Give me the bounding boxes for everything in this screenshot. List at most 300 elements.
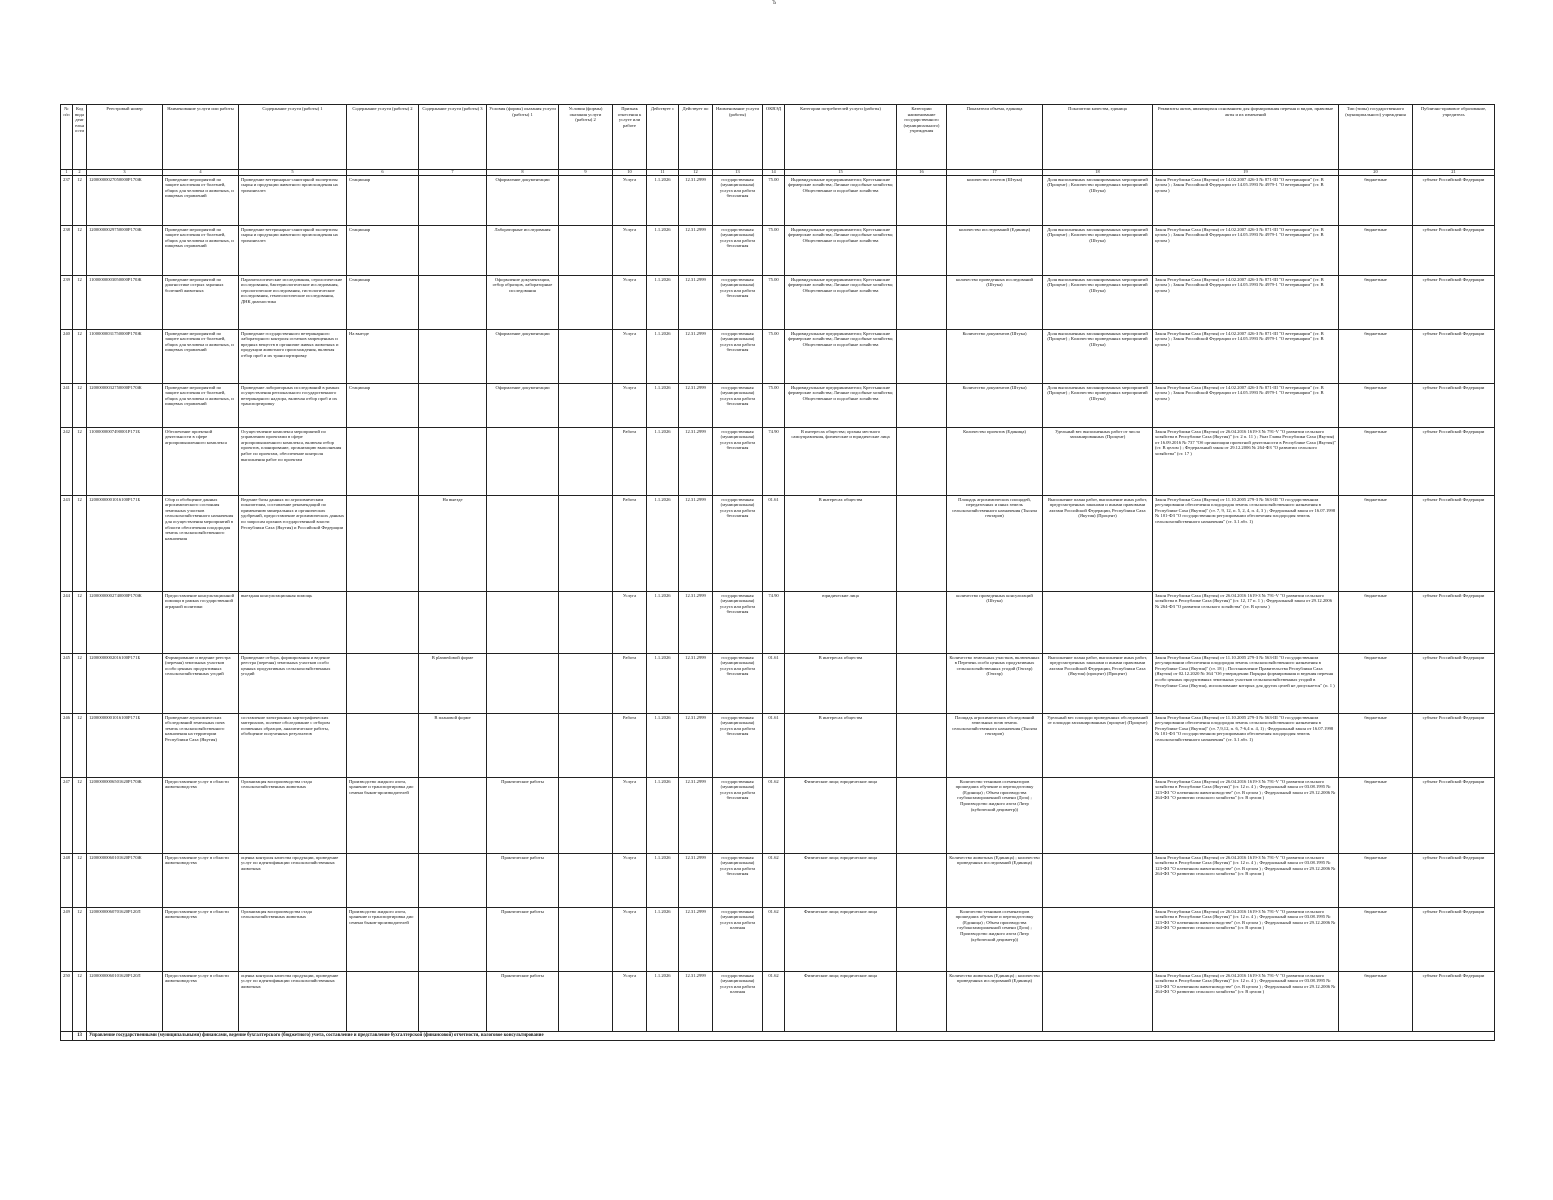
cell-inst: бюджетные	[1339, 329, 1413, 383]
column-header: Реестровый номер	[87, 105, 163, 170]
cell-from: 1.1.2026	[647, 713, 679, 777]
cell-code: 12	[73, 329, 87, 383]
cell-type: Услуга	[613, 907, 647, 971]
cell-f1: Оформление документации, отбор образцов, лабораторные исследования	[487, 275, 559, 329]
cell-owner: субъект Российской Федерации	[1413, 427, 1495, 495]
cell-from: 1.1.2026	[647, 853, 679, 907]
cell-vol: Площадь агрохимических площадей, передаточных и иных земель сельскохозяйственного назначения (Тысяча гектаров)	[947, 495, 1043, 591]
cell-inst: бюджетные	[1339, 591, 1413, 653]
cell-okved: 74.90	[763, 591, 785, 653]
cell-c1: Проведение ветеринарно-санитарной экспертизы сырья и продукции животного происхождения на трихинеллез	[239, 225, 347, 275]
cell-cat	[897, 971, 947, 1031]
cell-c1: выездная консультационная помощь	[239, 591, 347, 653]
cell-c3	[419, 383, 487, 427]
column-number: 16	[897, 170, 947, 176]
cell-reg: 12000000001016100P171Б	[87, 495, 163, 591]
cell-acts: Закон Республики Саха (Якутия) от 26.04.2016 1619-З № 791-V "О развитии сельского хозяйства в Республике Саха (Якутия)" (ст. 12 п. 4 ) ; Федеральный закон от 03.08.1995 № 123-ФЗ "О племенном животноводстве" (ст. В целом ) ; Федеральный закон от 29.12.2006 № 264-ФЗ "О развитии сельского хозяйства" (ст. В целом )	[1153, 907, 1339, 971]
cell-owner: субъект Российской Федерации	[1413, 971, 1495, 1031]
table-row	[61, 713, 1495, 777]
cell-vol: Количество земельных участков, включенных в Перечень особо ценных продуктивных сельскохозяйственных угодий (Гектар) (Гектар)	[947, 653, 1043, 713]
cell-qual	[1043, 591, 1153, 653]
column-header: Действует по	[679, 105, 713, 170]
cell-cat	[897, 495, 947, 591]
cell-vol: Количество проектов (Единица)	[947, 427, 1043, 495]
cell-reg: 12000000060101620P170Ж	[87, 853, 163, 907]
cell-n: 247	[61, 777, 73, 853]
cell-f1: Практические работы	[487, 907, 559, 971]
cell-owner: субъект Российской Федерации	[1413, 329, 1495, 383]
cell-f2	[559, 853, 613, 907]
cell-f1	[487, 591, 559, 653]
cell-c2	[347, 495, 419, 591]
cell-inst: бюджетные	[1339, 225, 1413, 275]
cell-f2	[559, 495, 613, 591]
cell-c1: Проведение отбора, формирования и ведение реестра (перечня) земельных участков особо ценных продуктивных сельскохозяйственных угодий	[239, 653, 347, 713]
cell-from: 1.1.2026	[647, 777, 679, 853]
cell-acts: Закон Республики Саха (Якутия) от 26.04.2016 1619-З № 791-V "О развитии сельского хозяйства в Республике Саха (Якутия)" (ст. 12, 17 п. 1 ) ; Федеральный закон от 29.12.2006 № 264-ФЗ "О развитии сельского хозяйства" (ст. В целом )	[1153, 591, 1339, 653]
cell-acts: Закон Республики Саха (Якутия) от 14.02.2007 426-З № 871-III "О ветеринарии" (ст. В целом ) ; Закон Российской Федерации от 14.05.1993 № 4979-1 "О ветеринарии" (ст. В целом )	[1153, 275, 1339, 329]
cell-f1	[487, 713, 559, 777]
cell-n: 250	[61, 971, 73, 1031]
cell-c3	[419, 777, 487, 853]
column-number: 4	[163, 170, 239, 176]
table-row	[61, 971, 1495, 1031]
cell-owner: субъект Российской Федерации	[1413, 225, 1495, 275]
cell-type: Услуга	[613, 971, 647, 1031]
cell-type: Работа	[613, 713, 647, 777]
cell-kind: государственная (муниципальная) услуга или работа бесплатная	[713, 653, 763, 713]
cell-code: 12	[73, 907, 87, 971]
cell-c1: Проведение ветеринарно-санитарной экспертизы сырья и продукции животного происхождения на трихинеллез	[239, 175, 347, 225]
cell-type: Работа	[613, 495, 647, 591]
cell-c3	[419, 175, 487, 225]
cell-owner: субъект Российской Федерации	[1413, 853, 1495, 907]
cell-cat	[897, 175, 947, 225]
cell-to: 12.31.2999	[679, 713, 713, 777]
column-number: 2	[73, 170, 87, 176]
cell-vol: Количество техников осеменаторов прошедших обучение и переподготовку (Единица) ; Объем производства глубокозамороженной семени (Доза) ; Производство жидкого азота (Литр (кубический дециметр))	[947, 777, 1043, 853]
cell-owner: субъект Российской Федерации	[1413, 713, 1495, 777]
cell-f2	[559, 591, 613, 653]
cell-f2	[559, 777, 613, 853]
cell-from: 1.1.2026	[647, 653, 679, 713]
cell-c3	[419, 275, 487, 329]
cell-acts: Закон Республики Саха (Якутия) от 26.04.2016 1619-З № 791-V "О развитии сельского хозяйства в Республике Саха (Якутия)" (ст. 12 п. 4 ) ; Федеральный закон от 03.08.1995 № 123-ФЗ "О племенном животноводстве" (ст. В целом ) ; Федеральный закон от 29.12.2006 № 264-ФЗ "О развитии сельского хозяйства" (ст. В целом )	[1153, 853, 1339, 907]
column-header: Код вида деятельности	[73, 105, 87, 170]
cell-qual: Доля выполненных запланированных мероприятий (Процент) ; Количество проведенных мероприятий (Штука)	[1043, 175, 1153, 225]
cell-name: Проведение мероприятий по защите населения от болезней, общих для человека и животных, и пищевых отравлений	[163, 383, 239, 427]
cell-qual: Доля выполненных запланированных мероприятий (Процент) ; Количество проведенных мероприятий (Штука)	[1043, 225, 1153, 275]
table-row	[61, 383, 1495, 427]
cell-type: Услуга	[613, 275, 647, 329]
cell-qual	[1043, 971, 1153, 1031]
section-row	[61, 1031, 1495, 1040]
cell-f1	[487, 495, 559, 591]
cell-acts: Закон Республики Саха (Якутия) от 11.10.2005 279-З № 563-III "О государственном регулировании обеспечения плодородия земель сельскохозяйственного назначения в Республике Саха (Якутия)" (ст. 18 ) ; Постановление Правительства Республики Саха (Якутия) от 02.12.2020 № 364 "Об утверждении Порядка формирования и ведения перечня особо ценных продуктивных земельных участков сельскохозяйственных угодий в Республике Саха (Якутия), использование которых для других целей не допускается" (п. 1 )	[1153, 653, 1339, 713]
column-number: 5	[239, 170, 347, 176]
column-header: ОКВЭД	[763, 105, 785, 170]
cell-okved: 01.62	[763, 971, 785, 1031]
cell-okved: 75.00	[763, 329, 785, 383]
cell-kind: государственная (муниципальная) услуга или работа бесплатная	[713, 383, 763, 427]
cell-f2	[559, 713, 613, 777]
cell-name: Проведение мероприятий по защите населения от болезней, общих для человека и животных, и пищевых отравлений	[163, 329, 239, 383]
column-header: Категории наименование государственного (муниципального) учреждения	[897, 105, 947, 170]
cell-owner: субъект Российской Федерации	[1413, 653, 1495, 713]
column-header: Наименование услуги или работы	[163, 105, 239, 170]
cell-vol: количество исследований (Единица)	[947, 225, 1043, 275]
column-number: 13	[713, 170, 763, 176]
cell-to: 12.31.2999	[679, 591, 713, 653]
cell-from: 1.1.2026	[647, 175, 679, 225]
cell-owner: субъект Российской Федерации	[1413, 907, 1495, 971]
cell-to: 12.31.2999	[679, 329, 713, 383]
cell-c1: Организация воспроизводства стада сельскохозяйственных животных	[239, 907, 347, 971]
cell-kind: государственная (муниципальная) услуга или работа бесплатная	[713, 495, 763, 591]
cell-n: 245	[61, 653, 73, 713]
cell-reg: 11000000007490001P171Б	[87, 427, 163, 495]
cell-cat	[897, 225, 947, 275]
cell-cat	[897, 907, 947, 971]
cell-kind: государственная (муниципальная) услуга или работа бесплатная	[713, 225, 763, 275]
column-number: 7	[419, 170, 487, 176]
cell-name: Проведение мероприятий по защите населения от болезней, общих для человека и животных, и пищевых отравлений	[163, 225, 239, 275]
cell-f2	[559, 275, 613, 329]
column-header: Наименование услуги (работы)	[713, 105, 763, 170]
cell-f1	[487, 653, 559, 713]
cell-from: 1.1.2026	[647, 971, 679, 1031]
cell-okved: 01.61	[763, 713, 785, 777]
cell-kind: государственная (муниципальная) услуга или работа бесплатная	[713, 175, 763, 225]
cell-c1: Ведение базы данных по агрохимическим показателям, составление рекомендаций по применению минеральных и органических удобрений, предоставление агрохимических данных по запросам органов государственной власти Республики Саха (Якутия) и Российской Федерации	[239, 495, 347, 591]
cell-qual	[1043, 907, 1153, 971]
cell-name: Проведение мероприятий по защите населения от болезней, общих для человека и животных, и пищевых отравлений	[163, 175, 239, 225]
column-header: Содержание услуги (работы) 1	[239, 105, 347, 170]
cell-c3	[419, 427, 487, 495]
cell-to: 12.31.2999	[679, 427, 713, 495]
column-number: 19	[1153, 170, 1339, 176]
cell-kind: государственная (муниципальная) услуга или работа бесплатная	[713, 713, 763, 777]
cell-cons: В интересах общества	[785, 495, 897, 591]
cell-cat	[897, 591, 947, 653]
cell-qual: Доля выполненных запланированных мероприятий (Процент) ; Количество проведенных мероприятий (Штука)	[1043, 275, 1153, 329]
cell-name: Предоставление услуг в области животноводства	[163, 907, 239, 971]
cell-reg: 12000000027050000P170Ж	[87, 175, 163, 225]
column-header: Содержание услуги (работы) 3	[419, 105, 487, 170]
cell-okved: 01.61	[763, 653, 785, 713]
cell-kind: государственная (муниципальная) услуга или работа бесплатная	[713, 329, 763, 383]
cell-owner: субъект Российской Федерации	[1413, 777, 1495, 853]
column-header: Категории потребителей услуги (работы)	[785, 105, 897, 170]
cell-kind: государственная (муниципальная) услуга или работа бесплатная	[713, 853, 763, 907]
cell-f2	[559, 653, 613, 713]
cell-type: Работа	[613, 427, 647, 495]
cell-c1: оценка контроля качества продукции, проведение услуг по идентификации сельскохозяйственных животных	[239, 971, 347, 1031]
cell-inst: бюджетные	[1339, 853, 1413, 907]
cell-c3	[419, 853, 487, 907]
table-header	[61, 105, 1495, 176]
cell-n: 246	[61, 713, 73, 777]
cell-f1: Оформление документации	[487, 383, 559, 427]
cell-from: 1.1.2026	[647, 495, 679, 591]
cell-cat	[897, 383, 947, 427]
cell-cat	[897, 713, 947, 777]
cell-cons: Физические лица; юридические лица	[785, 853, 897, 907]
cell-c3: В plannedовой форме	[419, 653, 487, 713]
cell-cons: Индивидуальные предприниматели; Крестьянские фермерские хозяйства; Личные подсобные хозяйства; Общественные и подсобные хозяйства	[785, 383, 897, 427]
column-header: Публично-правовое образование, учредитель	[1413, 105, 1495, 170]
cell-code: 12	[73, 427, 87, 495]
cell-inst: бюджетные	[1339, 495, 1413, 591]
cell-f1: Практические работы	[487, 971, 559, 1031]
cell-okved: 75.00	[763, 175, 785, 225]
cell-c2: Стационар	[347, 175, 419, 225]
cell-c3	[419, 971, 487, 1031]
cell-n: 240	[61, 329, 73, 383]
cell-type: Услуга	[613, 329, 647, 383]
cell-to: 12.31.2999	[679, 777, 713, 853]
cell-type: Услуга	[613, 853, 647, 907]
cell-okved: 75.00	[763, 383, 785, 427]
table-row	[61, 907, 1495, 971]
cell-type: Услуга	[613, 225, 647, 275]
cell-code: 12	[73, 275, 87, 329]
cell-owner: субъект Российской Федерации	[1413, 383, 1495, 427]
cell-name: Предоставление услуг в области животноводства	[163, 777, 239, 853]
header-row	[61, 105, 1495, 170]
cell-name: Проведение мероприятий по диагностике острых заразных болезней животных	[163, 275, 239, 329]
cell-cat	[897, 275, 947, 329]
cell-inst: бюджетные	[1339, 275, 1413, 329]
cell-to: 12.31.2999	[679, 275, 713, 329]
cell-qual: Выполнение плана работ, выполнение иных работ, предусмотренных законами и иными правовыми актами Российской Федерации, Республики Саха (Якутия) (процент) (Процент)	[1043, 653, 1153, 713]
cell-n: 237	[61, 175, 73, 225]
cell-cons: В интересах общества	[785, 653, 897, 713]
cell-code: 12	[73, 225, 87, 275]
cell-from: 1.1.2026	[647, 591, 679, 653]
cell-f1: Практические работы	[487, 853, 559, 907]
cell-to: 12.31.2999	[679, 907, 713, 971]
section-code: 13	[73, 1031, 87, 1040]
table-row	[61, 495, 1495, 591]
cell-type: Услуга	[613, 383, 647, 427]
cell-c3	[419, 907, 487, 971]
cell-c2	[347, 427, 419, 495]
cell-okved: 01.62	[763, 853, 785, 907]
cell-code: 12	[73, 777, 87, 853]
cell-cons: Физические лица; юридические лица	[785, 907, 897, 971]
cell-n: 244	[61, 591, 73, 653]
cell-type: Услуга	[613, 175, 647, 225]
cell-cons: Физические лица; юридические лица	[785, 971, 897, 1031]
cell-cons: Индивидуальные предприниматели; Крестьянские фермерские хозяйства; Личные подсобные хозяйства; Общественные и подсобные хозяйства	[785, 175, 897, 225]
column-number: 15	[785, 170, 897, 176]
cell-cat	[897, 777, 947, 853]
cell-c2	[347, 713, 419, 777]
cell-f1: Оформление документации	[487, 175, 559, 225]
cell-vol: количество отчетов (Штука)	[947, 175, 1043, 225]
cell-n: 242	[61, 427, 73, 495]
table-row	[61, 275, 1495, 329]
cell-kind: государственная (муниципальная) услуга или работа платная	[713, 907, 763, 971]
cell-vol: Количество документов (Штука)	[947, 329, 1043, 383]
cell-kind: государственная (муниципальная) услуга или работа бесплатная	[713, 427, 763, 495]
cell-owner: субъект Российской Федерации	[1413, 175, 1495, 225]
cell-name: Проведение агрохимических обследований земельных почв земель сельскохозяйственного назначения на территории Республики Саха (Якутия)	[163, 713, 239, 777]
cell-cons: Физические лица; юридические лица	[785, 777, 897, 853]
column-header: Реквизиты актов, являющихся основанием для формирования перечня и видов, правовые акты и их изменений	[1153, 105, 1339, 170]
cell-from: 1.1.2026	[647, 427, 679, 495]
cell-vol: Количество животных (Единица) ; количество проведенных исследований (Единица)	[947, 971, 1043, 1031]
cell-f2	[559, 225, 613, 275]
cell-f1: Лабораторные исследования	[487, 225, 559, 275]
cell-c1: составление электронных картографических материалов, полевое обследование с отбором почвенных образцов, аналитические работы, обобщение полученных результатов	[239, 713, 347, 777]
cell-vol: количество проведенных исследований (Штука)	[947, 275, 1043, 329]
cell-code: 12	[73, 713, 87, 777]
cell-qual: Выполнение плана работ, выполнение иных работ, предусмотренных законами и иными правовыми актами Российской Федерации, Республики Саха (Якутия) (Процент)	[1043, 495, 1153, 591]
page-marker: Ъ	[772, 0, 777, 6]
cell-inst: бюджетные	[1339, 777, 1413, 853]
cell-f2	[559, 383, 613, 427]
column-number: 8	[487, 170, 559, 176]
column-header: Тип (типы) государственного (муниципального) учреждения	[1339, 105, 1413, 170]
cell-acts: Закон Республики Саха (Якутия) от 11.10.2005 279-З № 563-III "О государственном регулировании обеспечения плодородия земель сельскохозяйственного назначения в Республике Саха (Якутия)" (ст. 7, 9, 12, п. 5, 2, 4, п. 4, 3 ) ; Федеральный закон от 16.07.1998 № 101-ФЗ "О государственном регулировании обеспечения плодородия земель сельскохозяйственного назначения" (ст. 3.1 абз. 1)	[1153, 495, 1339, 591]
cell-n: 241	[61, 383, 73, 427]
table-body	[61, 175, 1495, 1040]
cell-name: Предоставление услуг в области животноводства	[163, 853, 239, 907]
cell-inst: бюджетные	[1339, 971, 1413, 1031]
cell-reg: 12000000001016100P171Б	[87, 713, 163, 777]
cell-n: 249	[61, 907, 73, 971]
cell-from: 1.1.2026	[647, 329, 679, 383]
cell-reg: 12000000060101620P120Л	[87, 971, 163, 1031]
cell-c2: На выезде	[347, 329, 419, 383]
cell-n: 239	[61, 275, 73, 329]
cell-from: 1.1.2026	[647, 275, 679, 329]
column-number: 1	[61, 170, 73, 176]
cell-acts: Закон Республики Саха (Якутия) от 11.10.2005 279-З № 563-III "О государственном регулировании обеспечения плодородия земель сельскохозяйственного назначения в Республике Саха (Якутия)" (ст. 7,9,12, п. 6, 7-6,4 п. 4, 1) ; Федеральный закон от 16.07.1998 № 101-ФЗ "О государственном регулировании обеспечения плодородия земель сельскохозяйственного назначения" (ст. 3.1 абз. 1)	[1153, 713, 1339, 777]
cell-inst: бюджетные	[1339, 427, 1413, 495]
cell-reg: 11000000031750000P170Ж	[87, 329, 163, 383]
column-header: Признак отнесения к услуге или работе	[613, 105, 647, 170]
cell-inst: бюджетные	[1339, 907, 1413, 971]
table-row	[61, 175, 1495, 225]
table-row	[61, 653, 1495, 713]
cell-c3	[419, 225, 487, 275]
cell-f2	[559, 175, 613, 225]
cell-reg: 12000000002740000P170Ж	[87, 591, 163, 653]
cell-c1: Организация воспроизводства стада сельскохозяйственных животных	[239, 777, 347, 853]
cell-inst: бюджетные	[1339, 713, 1413, 777]
cell-vol: количество проведенных консультаций (Штука)	[947, 591, 1043, 653]
registry-table	[60, 104, 1495, 1041]
cell-n: 248	[61, 853, 73, 907]
cell-reg: 12000000060701620P120Л	[87, 907, 163, 971]
cell-acts: Закон Республики Саха (Якутия) от 14.02.2007 426-З № 871-III "О ветеринарии" (ст. В целом ) ; Закон Российской Федерации от 14.05.1993 № 4979-1 "О ветеринарии" (ст. В целом )	[1153, 175, 1339, 225]
cell-code: 12	[73, 971, 87, 1031]
cell-to: 12.31.2999	[679, 495, 713, 591]
cell-c1: оценка контроля качества продукции, проведение услуг по идентификации сельскохозяйственных животных	[239, 853, 347, 907]
cell-name: Предоставление услуг в области животноводства	[163, 971, 239, 1031]
cell-acts: Закон Республики Саха (Якутия) от 14.02.2007 426-З № 871-III "О ветеринарии" (ст. В целом ) ; Закон Российской Федерации от 14.05.1993 № 4979-1 "О ветеринарии" (ст. В целом )	[1153, 225, 1339, 275]
column-header: Действует с	[647, 105, 679, 170]
cell-type: Услуга	[613, 777, 647, 853]
cell-f2	[559, 971, 613, 1031]
cell-name: Обеспечение проектной деятельности в сфере агропромышленного комплекса	[163, 427, 239, 495]
cell-f1	[487, 427, 559, 495]
cell-name: Формирование и ведение реестра (перечня) земельных участков особо ценных продуктивных сельскохозяйственных угодий	[163, 653, 239, 713]
cell-f1: Практические работы	[487, 777, 559, 853]
column-number: 17	[947, 170, 1043, 176]
table-row	[61, 329, 1495, 383]
cell-inst: бюджетные	[1339, 653, 1413, 713]
table-row	[61, 777, 1495, 853]
cell-c3	[419, 329, 487, 383]
cell-cons: Индивидуальные предприниматели; Крестьянские фермерские хозяйства; Личные подсобные хозяйства; Общественные и подсобные хозяйства	[785, 329, 897, 383]
column-number: 12	[679, 170, 713, 176]
cell-c2: Стационар	[347, 383, 419, 427]
cell-qual: Доля выполненных запланированных мероприятий (Процент) ; Количество проведенных мероприятий (Штука)	[1043, 383, 1153, 427]
column-number: 6	[347, 170, 419, 176]
cell-to: 12.31.2999	[679, 653, 713, 713]
column-number: 10	[613, 170, 647, 176]
cell-type: Услуга	[613, 591, 647, 653]
cell-code: 12	[73, 383, 87, 427]
cell-c2	[347, 653, 419, 713]
cell-name: Предоставление консультационной помощи в рамках государственной аграрной политики	[163, 591, 239, 653]
column-header: Условия (формы) оказания услуги (работы) 1	[487, 105, 559, 170]
column-number: 9	[559, 170, 613, 176]
cell-qual: Удельный вес выполненных работ от числа запланированных (Процент)	[1043, 427, 1153, 495]
cell-from: 1.1.2026	[647, 907, 679, 971]
cell-vol: Количество животных (Единица) ; количество проведенных исследований (Единица)	[947, 853, 1043, 907]
cell-f2	[559, 329, 613, 383]
cell-type: Работа	[613, 653, 647, 713]
cell-code: 12	[73, 175, 87, 225]
cell-from: 1.1.2026	[647, 383, 679, 427]
table-row	[61, 591, 1495, 653]
cell-owner: субъект Российской Федерации	[1413, 495, 1495, 591]
section-empty-cell	[61, 1031, 73, 1040]
cell-c1: Паразитологические исследования, серологические исследования, бактериологические исследования, серологические исследования, гистологические исследования, гематологические исследования, ДНК диагностика	[239, 275, 347, 329]
cell-c3: На выезде	[419, 495, 487, 591]
cell-to: 12.31.2999	[679, 175, 713, 225]
cell-to: 12.31.2999	[679, 853, 713, 907]
cell-qual	[1043, 777, 1153, 853]
cell-c3	[419, 591, 487, 653]
column-header: Условия (формы) оказания услуги (работы) 2	[559, 105, 613, 170]
cell-code: 12	[73, 853, 87, 907]
table-row	[61, 427, 1495, 495]
cell-kind: государственная (муниципальная) услуга или работа платная	[713, 971, 763, 1031]
cell-reg: 12000000006501620P170Ж	[87, 777, 163, 853]
cell-code: 12	[73, 591, 87, 653]
cell-cons: Индивидуальные предприниматели; Крестьянские фермерские хозяйства; Личные подсобные хозяйства; Общественные и подсобные хозяйства	[785, 225, 897, 275]
cell-cat	[897, 853, 947, 907]
cell-from: 1.1.2026	[647, 225, 679, 275]
cell-reg: 12000000029750000P170Ж	[87, 225, 163, 275]
cell-name: Сбор и обобщение данных агрохимического состояния земельных участков сельскохозяйственного назначения для осуществления мероприятий в области обеспечения плодородия земель сельскохозяйственного назначения	[163, 495, 239, 591]
cell-code: 12	[73, 653, 87, 713]
cell-owner: субъект Российской Федерации	[1413, 591, 1495, 653]
column-number: 14	[763, 170, 785, 176]
cell-inst: бюджетные	[1339, 175, 1413, 225]
cell-reg: 12000000032750000P170Ж	[87, 383, 163, 427]
cell-c2: Стационар	[347, 275, 419, 329]
cell-n: 243	[61, 495, 73, 591]
column-number: 21	[1413, 170, 1495, 176]
cell-acts: Закон Республики Саха (Якутия) от 14.02.2007 426-З № 871-III "О ветеринарии" (ст. В целом ) ; Закон Российской Федерации от 14.05.1993 № 4979-1 "О ветеринарии" (ст. В целом )	[1153, 383, 1339, 427]
